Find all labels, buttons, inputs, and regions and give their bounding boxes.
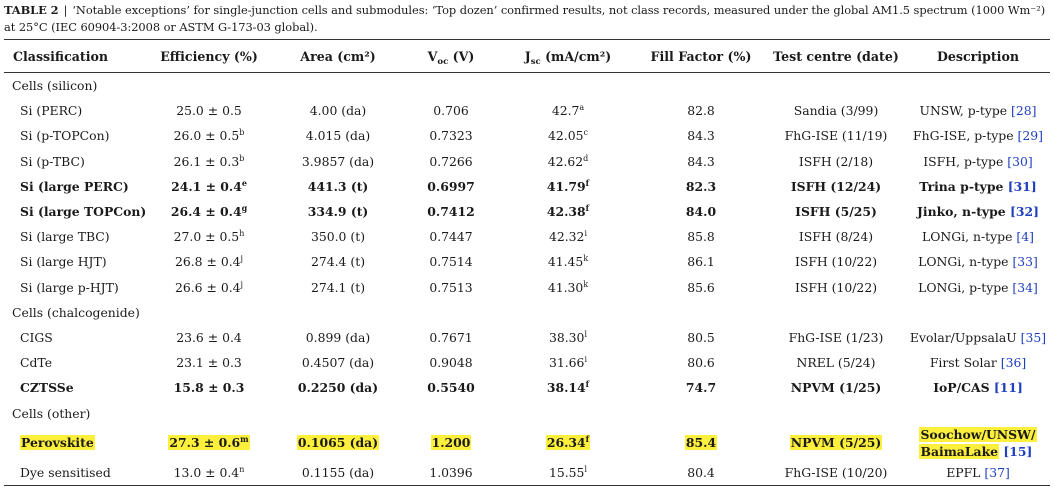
header-voc: $V_{oc}$ (V) [402, 40, 500, 73]
table-row: Si (PERC) 25.0 ± 0.5 4.00 (da) 0.706 42.7$^a$ 82.8 Sandia (3/99) UNSW, p-type [28] [20, 103, 1037, 119]
section-label: Cells (silicon) [12, 78, 98, 94]
table-row: Si (p-TOPCon) 26.0 ± 0.5$^b$ 4.015 (da) 0.7323 42.05$^c$ 84.3 FhG-ISE (11/19) FhG-ISE, p-type [29] [20, 128, 1043, 144]
header-row [4, 40, 1050, 73]
section-row-chalcogenide [4, 300, 1050, 325]
header-fill-factor: Fill Factor (%) [636, 40, 766, 73]
section-label: Cells (other) [12, 405, 91, 421]
reference-link[interactable]: [33] [1012, 254, 1038, 270]
table-label: TABLE 2 [4, 3, 59, 17]
table-row: Si (large TOPCon) 26.4 ± 0.4$^g$ 334.9 (t) 0.7412 42.38$^f$ 84.0 ISFH (5/25) Jinko, n-type [32] [20, 203, 1039, 220]
reference-link[interactable]: [35] [1020, 329, 1047, 345]
reference-link[interactable]: [15] [1003, 443, 1033, 459]
header-test-centre: Test centre (date) [766, 40, 906, 73]
header-description: Description [906, 40, 1050, 73]
table-row: Si (large PERC) 24.1 ± 0.4$^e$ 441.3 (t) 0.6997 41.79$^f$ 82.3 ISFH (12/24) Trina p-type [31] [20, 177, 1037, 194]
reference-link[interactable]: [37] [984, 464, 1010, 480]
table-row: Si (large HJT) $26.8 \pm 0.4^j$ 274.4 (t) 0.7514 41.45$^k$ 86.1 ISFH (10/22) LONGi, n-type [33] [20, 254, 1038, 270]
reference-link[interactable]: [31] [1007, 178, 1037, 194]
header-efficiency: Efficiency (%) [144, 40, 274, 73]
caption-text: ‘Notable exceptions’ for single-junction cells and submodules: ‘Top dozen’ confirmed results, not class records, measured under the global AM1.5 spectrum (1000 Wm⁻²) at 25°C (IEC 60904-3:2008 or ASTM G-173-03 global). [4, 3, 1046, 34]
reference-link[interactable]: [32] [1010, 204, 1039, 220]
reference-link[interactable]: [11] [993, 380, 1023, 396]
results-table [4, 39, 1050, 486]
header-jsc: $J_{sc}$ (mA/cm²) [500, 40, 636, 73]
table-caption [4, 2, 1050, 36]
table-row: Si (large p-HJT) $26.6 \pm 0.4^j$ 274.1 (t) 0.7513 41.30$^k$ 85.6 ISFH (10/22) LONGi, p-type [34] [20, 279, 1038, 295]
table-row: CdTe 23.1 ± 0.3 0.4507 (da) 0.9048 31.66$^i$ 80.6 NREL (5/24) First Solar [36] [20, 355, 1027, 371]
section-row-other [4, 400, 1050, 425]
reference-link[interactable]: [29] [1017, 128, 1043, 144]
header-area: Area (cm²) [274, 40, 402, 73]
section-label: Cells (chalcogenide) [12, 304, 140, 320]
table-row: Si (p-TBC) 26.1 ± 0.3$^b$ 3.9857 (da) 0.7266 42.62$^d$ 84.3 ISFH (2/18) ISFH, p-type [30] [20, 153, 1033, 169]
reference-link[interactable]: [28] [1011, 103, 1037, 119]
caption-separator: | [63, 3, 68, 17]
table-row: CIGS 23.6 ± 0.4 0.899 (da) 0.7671 38.30$^l$ 80.5 FhG-ISE (1/23) Evolar/UppsalaU [35] [20, 329, 1047, 345]
reference-link[interactable]: [34] [1012, 279, 1038, 295]
section-row-silicon [4, 73, 1050, 99]
reference-link[interactable]: [4] [1016, 229, 1034, 245]
header-classification: Classification [4, 40, 144, 73]
table-row: Dye sensitised $13.0 \pm 0.4^n$ 0.1155 (da) 1.0396 15.55$^l$ 80.4 FhG-ISE (10/20) EPFL [37] [4, 460, 1050, 486]
reference-link[interactable]: [36] [1000, 355, 1027, 371]
table-row: Si (large TBC) 27.0 ± 0.5$^h$ 350.0 (t) 0.7447 42.32$^i$ 85.8 ISFH (8/24) LONGi, n-type [4] [20, 229, 1034, 245]
table-row-highlighted: Perovskite $27.3 \pm 0.6^m$ 0.1065 (da) 1.200 26.34$^f$ 85.4 NPVM (5/25) Soochow/UNSW/ BaimaLake [15] [21, 426, 1036, 459]
reference-link[interactable]: [30] [1007, 153, 1033, 169]
table-row: CZTSSe 15.8 ± 0.3 0.2250 (da) 0.5540 38.14$^f$ 74.7 NPVM (1/25) IoP/CAS [11] [20, 379, 1023, 396]
